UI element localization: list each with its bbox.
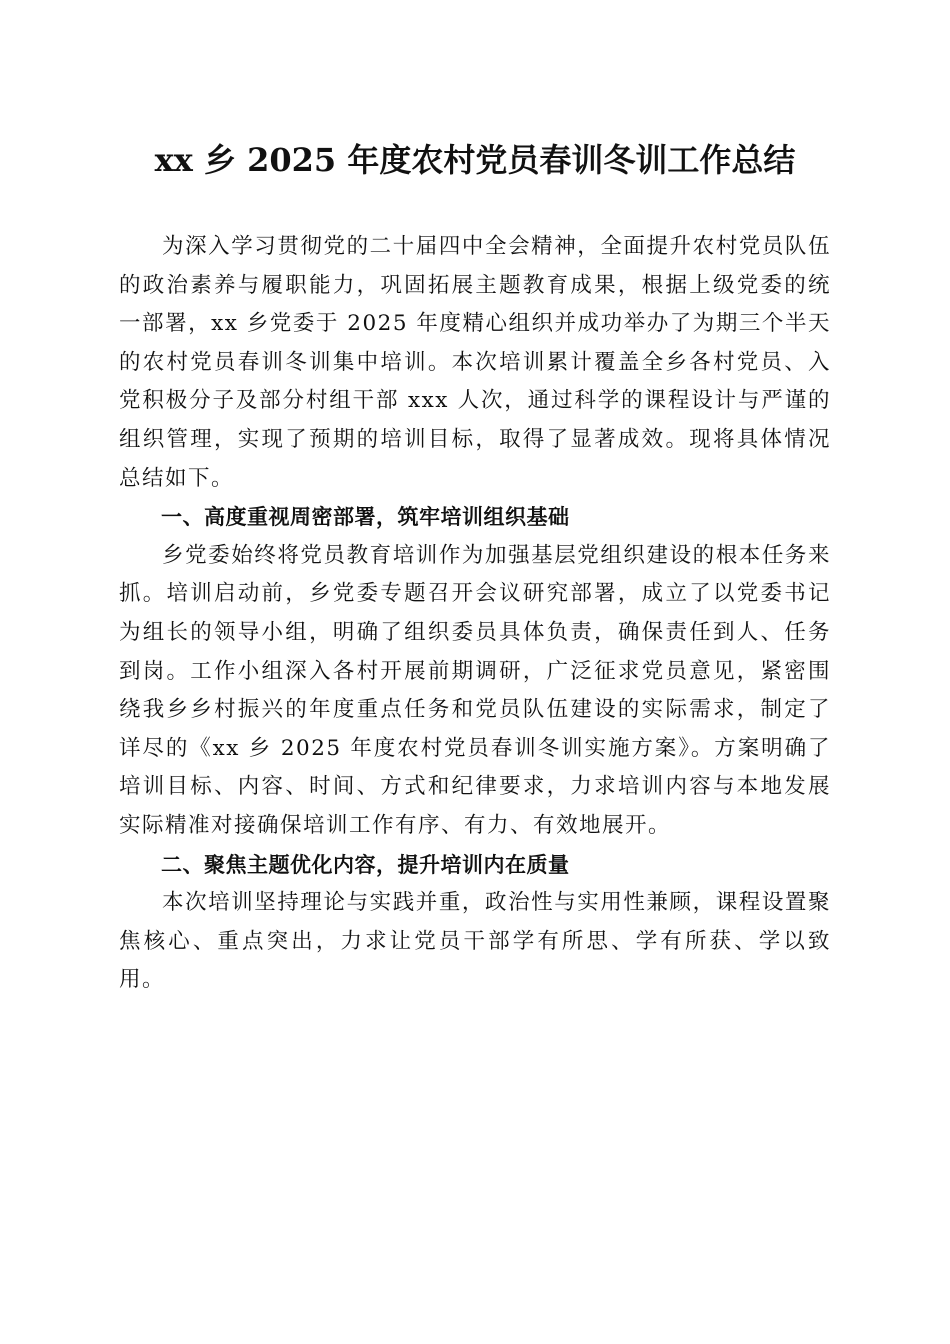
section-1-paragraph: 乡党委始终将党员教育培训作为加强基层党组织建设的根本任务来抓。培训启动前，乡党委专题召开会议研究部署，成立了以党委书记为组长的领导小组，明确了组织委员具体负责，确保责任到人、任务到岗。工作小组深入各村开展前期调研，广泛征求党员意见，紧密围绕我乡乡村振兴的年度重点任务和党员队伍建设的实际需求，制定了详尽的《xx 乡 2025 年度农村党员春训冬训实施方案》。方案明确了培训目标、内容、时间、方式和纪律要求，力求培训内容与本地发展实际精准对接确保培训工作有序、有力、有效地展开。 [119,542,831,838]
document-body [119,228,831,1000]
section-heading-1: 一、高度重视周密部署，筑牢培训组织基础 [161,505,570,530]
section-heading-2: 二、聚焦主题优化内容，提升培训内在质量 [161,852,570,877]
document-title: xx 乡 2025 年度农村党员春训冬训工作总结 [154,141,796,179]
intro-paragraph: 为深入学习贯彻党的二十届四中全会精神，全面提升农村党员队伍的政治素养与履职能力，巩固拓展主题教育成果，根据上级党委的统一部署，xx 乡党委于 2025 年度精心组织并成功举办了为期三个半天的农村党员春训冬训集中培训。本次培训累计覆盖全乡各村党员、入党积极分子及部分村组干部 xxx 人次，通过科学的课程设计与严谨的组织管理，实现了预期的培训目标，取得了显著成效。现将具体情况总结如下。 [119,234,831,491]
section-2-paragraph: 本次培训坚持理论与实践并重，政治性与实用性兼顾，课程设置聚焦核心、重点突出，力求让党员干部学有所思、学有所获、学以致用。 [119,890,831,993]
